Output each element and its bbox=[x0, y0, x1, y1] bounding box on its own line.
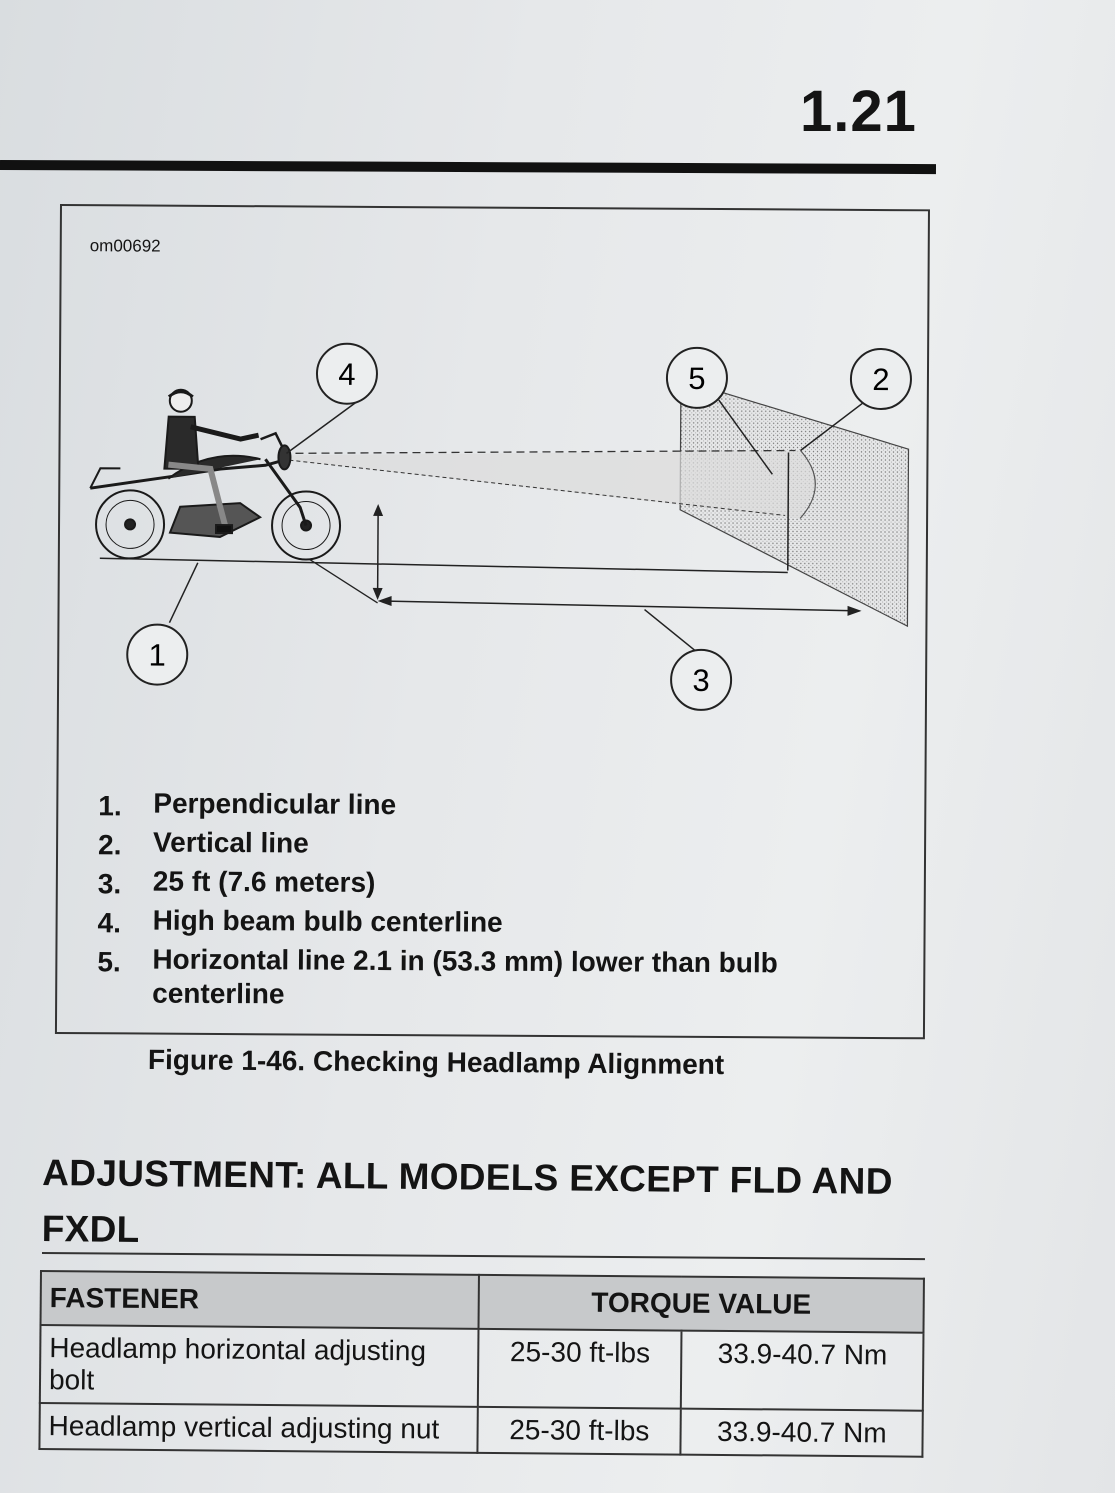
page-number: 1.21 bbox=[800, 79, 917, 144]
svg-text:5: 5 bbox=[688, 360, 706, 396]
table-row bbox=[40, 1325, 924, 1411]
callout-3 bbox=[671, 650, 731, 710]
fastener-cell: Headlamp horizontal adjusting bolt bbox=[40, 1325, 479, 1407]
torque-metric-cell: 33.9-40.7 Nm bbox=[681, 1331, 923, 1411]
legend-text: 25 ft (7.6 meters) bbox=[152, 865, 376, 898]
svg-text:3: 3 bbox=[692, 662, 710, 698]
svg-text:4: 4 bbox=[338, 356, 356, 392]
legend-number: 5. bbox=[97, 946, 121, 978]
legend-item bbox=[98, 786, 873, 830]
table-header-row bbox=[41, 1271, 924, 1333]
fastener-cell: Headlamp vertical adjusting nut bbox=[39, 1403, 477, 1453]
figure-headlamp-alignment bbox=[55, 204, 930, 1039]
callout-2 bbox=[851, 349, 911, 409]
legend-item bbox=[98, 864, 873, 908]
header-rule bbox=[0, 160, 936, 174]
figure-id: om00692 bbox=[89, 236, 161, 256]
legend-number: 3. bbox=[97, 868, 122, 900]
callout-5 bbox=[667, 348, 727, 408]
torque-table bbox=[38, 1270, 925, 1458]
legend-text: High beam bulb centerline bbox=[152, 904, 503, 938]
figure-legend bbox=[97, 786, 873, 1015]
legend-text: Perpendicular line bbox=[153, 787, 397, 821]
headlamp-alignment-diagram bbox=[58, 206, 928, 791]
legend-text: Horizontal line 2.1 in (53.3 mm) lower than bulb centerline bbox=[152, 943, 778, 1010]
svg-text:2: 2 bbox=[872, 361, 890, 398]
section-heading: ADJUSTMENT: ALL MODELS EXCEPT FLD AND FXDL bbox=[41, 1152, 893, 1251]
distance-arrow bbox=[382, 601, 860, 611]
header-torque-value: TORQUE VALUE bbox=[479, 1275, 924, 1333]
callout-1 bbox=[127, 624, 187, 684]
perspective-ground bbox=[310, 560, 378, 603]
torque-metric-cell: 33.9-40.7 Nm bbox=[681, 1409, 923, 1457]
legend-number: 1. bbox=[98, 790, 122, 822]
legend-item bbox=[97, 903, 872, 947]
figure-caption: Figure 1-46. Checking Headlamp Alignment bbox=[147, 1044, 725, 1081]
legend-item bbox=[98, 825, 873, 869]
ground-line bbox=[100, 558, 788, 572]
legend-item bbox=[97, 942, 872, 1015]
motorcycle-rider-illustration bbox=[90, 389, 341, 560]
legend-text: Vertical line bbox=[153, 826, 309, 859]
legend-number: 4. bbox=[97, 907, 122, 939]
light-beam bbox=[282, 447, 818, 518]
vertical-line bbox=[788, 452, 789, 570]
callout-4 bbox=[317, 344, 377, 404]
torque-imperial-cell: 25-30 ft-lbs bbox=[477, 1407, 681, 1455]
table-row bbox=[39, 1403, 922, 1457]
svg-text:1: 1 bbox=[148, 637, 166, 673]
header-fastener: FASTENER bbox=[41, 1271, 479, 1329]
torque-imperial-cell: 25-30 ft-lbs bbox=[478, 1329, 682, 1409]
legend-number: 2. bbox=[97, 829, 122, 861]
